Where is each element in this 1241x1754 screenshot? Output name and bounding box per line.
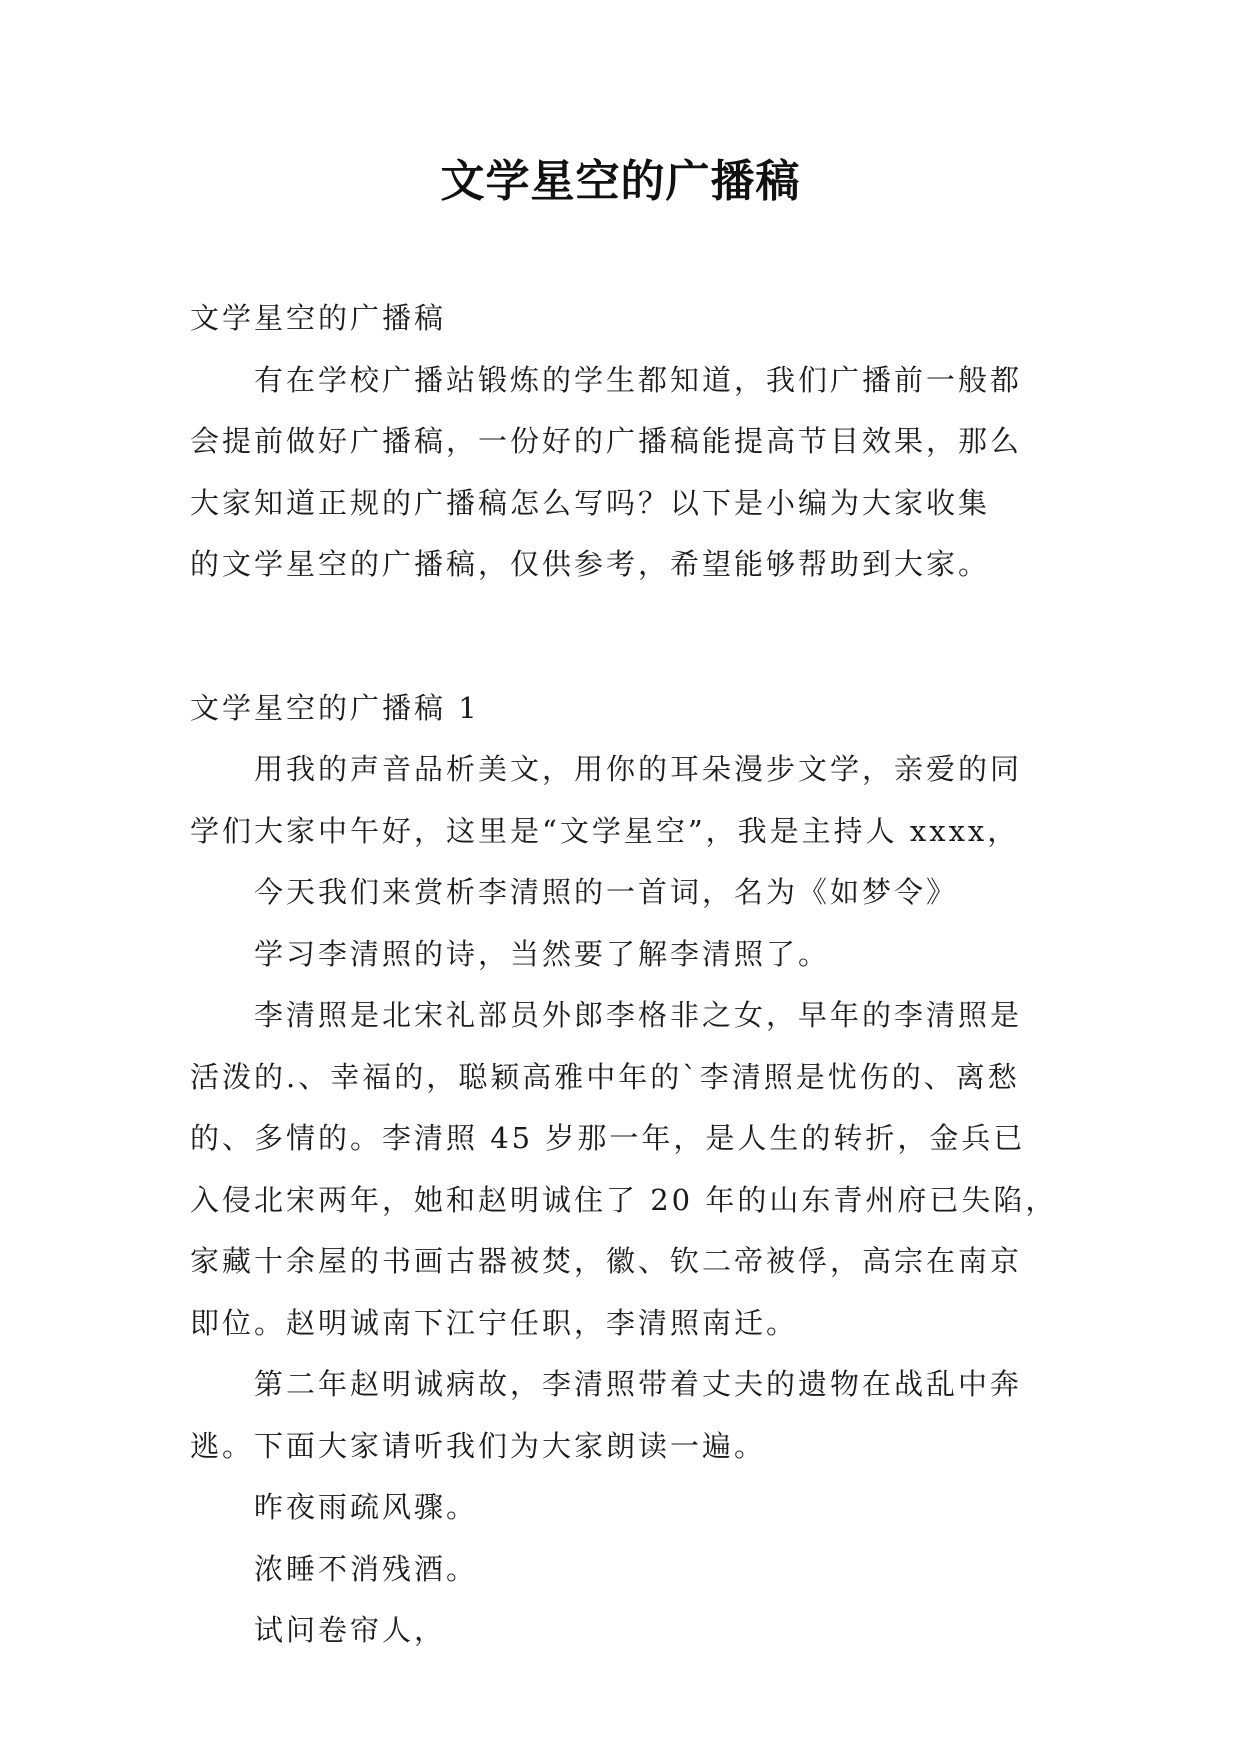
paragraph-line: 入侵北宋两年，她和赵明诚住了 20 年的山东青州府已失陷， — [190, 1182, 1058, 1217]
document-body — [190, 288, 1070, 1662]
paragraph-line: 有在学校广播站锻炼的学生都知道，我们广播前一般都 — [254, 362, 1023, 397]
broadcast-section-1 — [190, 678, 1070, 1662]
paragraph-line: 李清照是北宋礼部员外郎李格非之女，早年的李清照是 — [254, 998, 1023, 1032]
paragraph-line: 文学星空的广播稿 — [190, 301, 447, 335]
paragraph-line: 活泼的.、幸福的，聪颖高雅中年的`李清照是忧伤的、离愁 — [190, 1059, 1020, 1094]
paragraph-line: 的文学星空的广播稿，仅供参考，希望能够帮助到大家。 — [190, 547, 991, 581]
paragraph-line: 浓睡不消残酒。 — [254, 1551, 479, 1586]
paragraph-line: 昨夜雨疏风骤。 — [254, 1490, 479, 1524]
intro-section — [190, 288, 1070, 596]
paragraph-line: 文学星空的广播稿 1 — [190, 690, 480, 725]
section-gap — [190, 596, 1070, 678]
paragraph-line: 学们大家中午好，这里是“文学星空”，我是主持人 xxxx， — [190, 813, 1020, 848]
document-title: 文学星空的广播稿 — [440, 156, 801, 207]
paragraph-line: 学习李清照的诗，当然要了解李清照了。 — [254, 936, 831, 971]
paragraph-line: 试问卷帘人， — [254, 1613, 447, 1647]
paragraph-line: 用我的声音品析美文，用你的耳朵漫步文学，亲爱的同 — [254, 752, 1023, 786]
paragraph-line: 会提前做好广播稿，一份好的广播稿能提高节目效果，那么 — [190, 424, 1023, 458]
paragraph-line: 家藏十余屋的书画古器被焚，徽、钦二帝被俘，高宗在南京 — [190, 1244, 1023, 1278]
paragraph-line: 今天我们来赏析李清照的一首词，名为《如梦令》 — [254, 875, 959, 909]
paragraph-line: 大家知道正规的广播稿怎么写吗？以下是小编为大家收集 — [190, 485, 991, 520]
paragraph-line: 的、多情的。李清照 45 岁那一年，是人生的转折，金兵已 — [190, 1121, 1026, 1155]
paragraph-line: 即位。赵明诚南下江宁任职，李清照南迁。 — [190, 1305, 799, 1340]
paragraph-line: 逃。下面大家请听我们为大家朗读一遍。 — [190, 1428, 767, 1463]
paragraph-line: 第二年赵明诚病故，李清照带着丈夫的遗物在战乱中奔 — [254, 1367, 1023, 1401]
